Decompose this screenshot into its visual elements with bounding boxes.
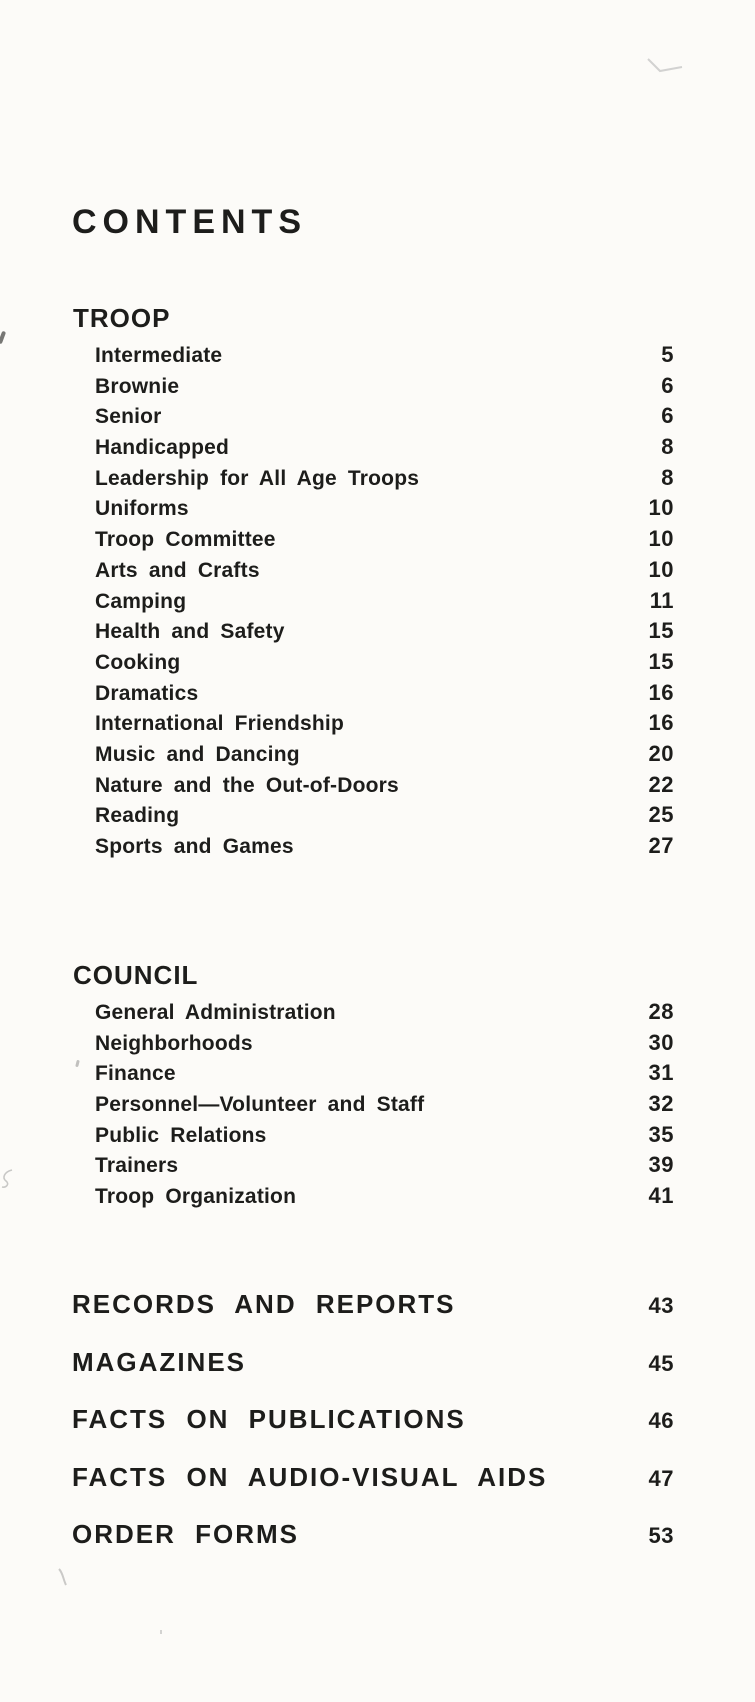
entry-page-number: 6 [661, 403, 674, 429]
toc-row [95, 708, 674, 739]
entry-page-number: 10 [648, 495, 674, 521]
toc-row [95, 371, 674, 402]
toc-row [95, 1181, 674, 1212]
toc-entries-troop [95, 340, 674, 862]
entry-page-number: 5 [661, 342, 674, 367]
toc-major-row [72, 1347, 674, 1377]
entry-page-number: 22 [648, 771, 674, 797]
major-entry-page-number: 45 [648, 1350, 674, 1376]
entry-page-number: 27 [648, 833, 674, 858]
entry-label: Cooking [95, 650, 181, 674]
entry-page-number: 15 [648, 618, 674, 644]
major-entry-label: RECORDS AND REPORTS [72, 1289, 456, 1319]
toc-row [95, 800, 674, 831]
toc-row [95, 493, 674, 524]
entry-label: Personnel—Volunteer and Staff [95, 1093, 425, 1117]
entry-page-number: 10 [648, 526, 674, 552]
toc-row [95, 524, 674, 555]
entry-label: Uniforms [95, 497, 189, 521]
entry-label: Reading [95, 804, 180, 828]
toc-row [95, 1150, 674, 1181]
scan-artifact-checkmark [645, 56, 685, 78]
entry-label: Leadership for All Age Troops [95, 466, 420, 490]
entry-label: Music and Dancing [95, 742, 300, 766]
section-heading-troop: TROOP [73, 302, 171, 333]
toc-row [95, 831, 674, 862]
entry-page-number: 8 [661, 434, 674, 460]
entry-label: Nature and the Out-of-Doors [95, 773, 399, 797]
toc-major-row [72, 1289, 674, 1319]
entry-page-number: 39 [648, 1152, 674, 1178]
entry-label: Troop Committee [95, 528, 276, 552]
toc-row [95, 770, 674, 801]
entry-page-number: 32 [648, 1091, 674, 1117]
toc-entries-council [95, 997, 674, 1212]
major-entry-page-number: 46 [648, 1408, 674, 1434]
entry-label: Senior [95, 405, 162, 429]
entry-label: Intermediate [95, 344, 223, 367]
entry-label: Trainers [95, 1154, 179, 1178]
entry-label: Neighborhoods [95, 1031, 253, 1055]
toc-row [95, 1120, 674, 1151]
entry-page-number: 11 [649, 587, 674, 613]
entry-label: Troop Organization [95, 1185, 297, 1209]
entry-label: Brownie [95, 374, 180, 398]
toc-row [95, 739, 674, 770]
entry-label: Dramatics [95, 681, 199, 705]
toc-row [95, 586, 674, 617]
major-entry-label: FACTS ON AUDIO-VISUAL AIDS [72, 1461, 548, 1492]
entry-page-number: 8 [661, 464, 674, 490]
entry-page-number: 30 [648, 1029, 674, 1055]
scan-artifact-speck-finance [75, 1060, 80, 1068]
major-entry-label: FACTS ON PUBLICATIONS [72, 1404, 466, 1435]
toc-major-row [72, 1519, 674, 1549]
entry-page-number: 6 [661, 372, 674, 398]
toc-row [95, 340, 674, 371]
entry-label: Sports and Games [95, 835, 294, 858]
toc-major-row [72, 1462, 674, 1492]
toc-major-row [72, 1404, 674, 1434]
entry-label: Public Relations [95, 1123, 267, 1147]
toc-entries-standalone [72, 1289, 674, 1549]
entry-page-number: 10 [648, 556, 674, 582]
toc-row [95, 647, 674, 678]
major-entry-page-number: 53 [648, 1523, 674, 1549]
toc-row [95, 1058, 674, 1089]
scan-artifact-tick-left [0, 331, 6, 345]
toc-row [95, 401, 674, 432]
entry-page-number: 16 [648, 679, 674, 705]
major-entry-label: MAGAZINES [72, 1346, 246, 1377]
major-entry-page-number: 43 [648, 1293, 674, 1318]
scan-artifact-dot-bottom [160, 1630, 162, 1634]
entry-page-number: 20 [648, 740, 674, 766]
entry-label: International Friendship [95, 712, 344, 736]
section-heading-council: COUNCIL [73, 959, 199, 990]
entry-page-number: 41 [648, 1183, 674, 1209]
scan-artifact-squiggle-left [0, 1168, 16, 1190]
toc-row [95, 463, 674, 494]
major-entry-label: ORDER FORMS [72, 1519, 299, 1550]
entry-label: Handicapped [95, 436, 230, 460]
toc-row [95, 1089, 674, 1120]
entry-page-number: 35 [648, 1121, 674, 1147]
entry-label: Finance [95, 1062, 176, 1086]
toc-row [95, 997, 674, 1028]
entry-page-number: 28 [648, 999, 674, 1024]
major-entry-page-number: 47 [648, 1465, 674, 1491]
entry-label: Camping [95, 589, 187, 613]
entry-label: Arts and Crafts [95, 558, 260, 582]
toc-row [95, 616, 674, 647]
entry-label: Health and Safety [95, 620, 285, 644]
scan-artifact-mark-bottom-left [55, 1567, 69, 1587]
toc-row [95, 432, 674, 463]
entry-page-number: 15 [648, 648, 674, 674]
entry-page-number: 31 [648, 1060, 674, 1086]
entry-page-number: 25 [648, 802, 674, 828]
entry-label: General Administration [95, 1001, 336, 1024]
toc-row [95, 1028, 674, 1059]
toc-row [95, 555, 674, 586]
toc-row [95, 678, 674, 709]
entry-page-number: 16 [648, 710, 674, 736]
page-title: CONTENTS [72, 202, 307, 241]
